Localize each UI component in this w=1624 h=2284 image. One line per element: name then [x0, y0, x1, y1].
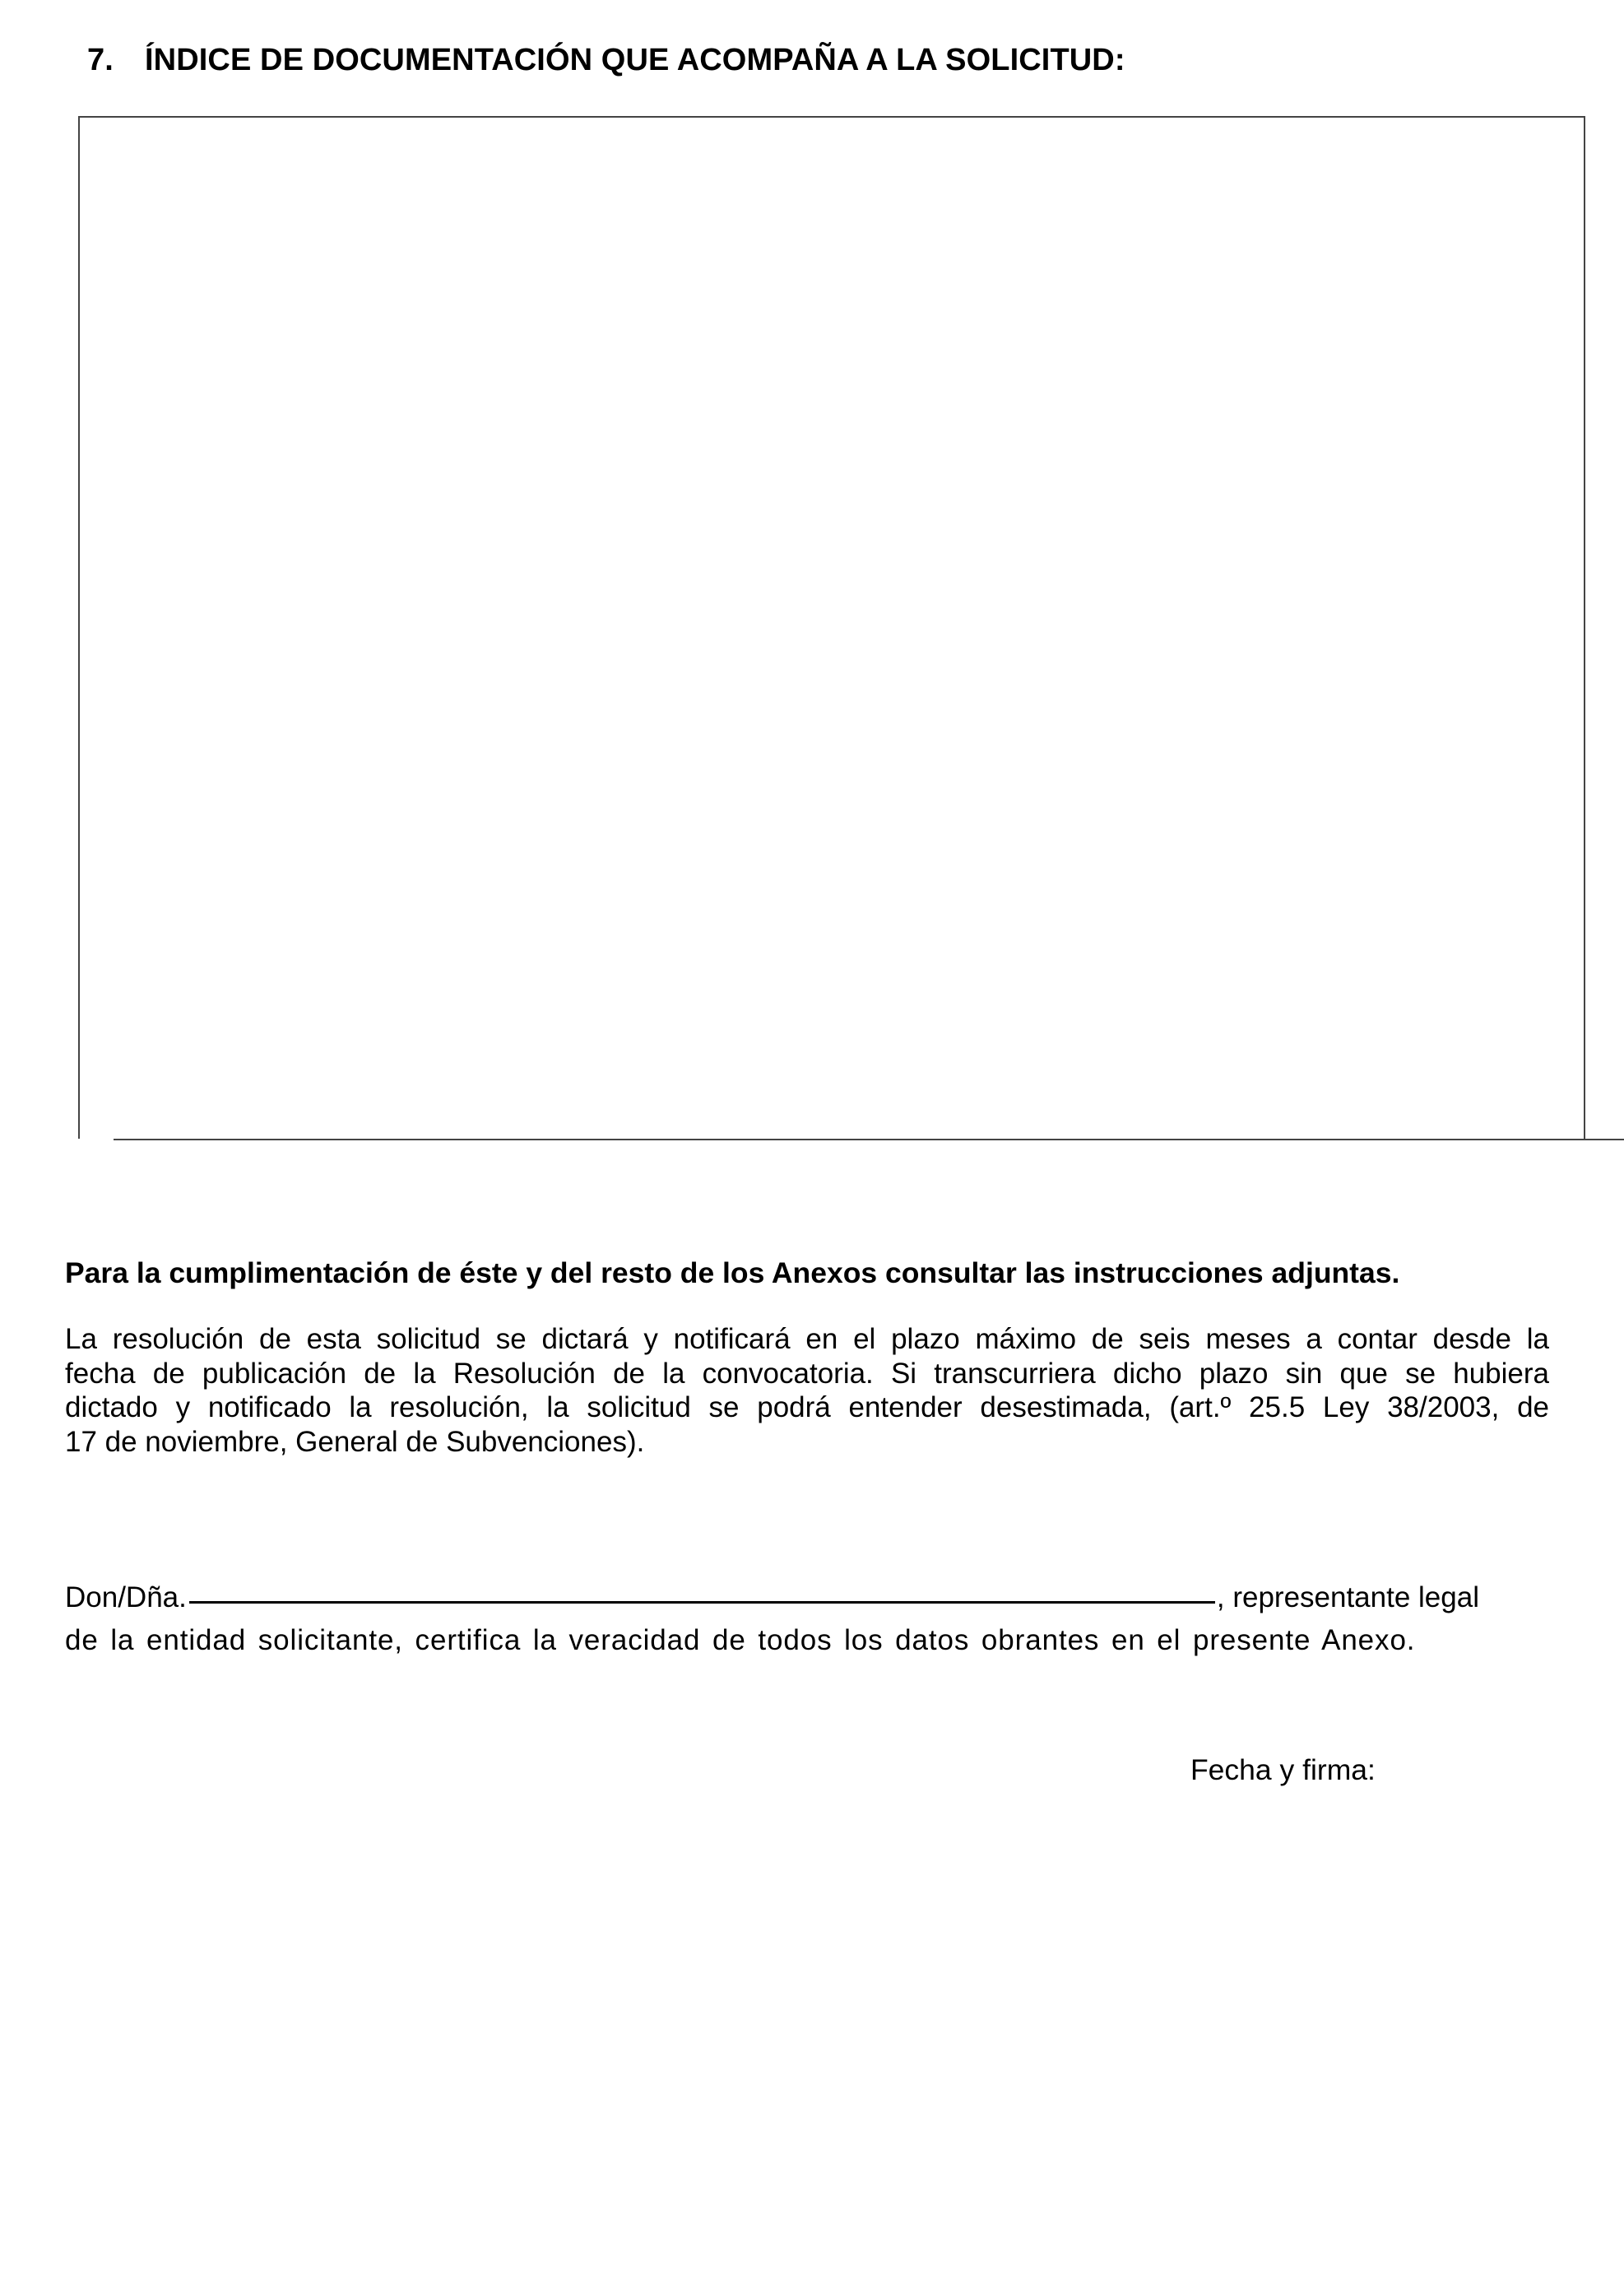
- resolution-line-1: La resolución de esta solicitud se dictará y notificará en el plazo máximo de seis meses a contar desde la: [65, 1323, 1549, 1355]
- certification-prefix: Don/Dña.: [65, 1581, 187, 1613]
- section-title: ÍNDICE DE DOCUMENTACIÓN QUE ACOMPAÑA A LA SOLICITUD:: [145, 43, 1125, 77]
- certification-line-1: [65, 1581, 1521, 1614]
- section-heading: [87, 43, 1125, 78]
- resolution-line-2: fecha de publicación de la Resolución de la convocatoria. Si transcurriera dicho plazo sin que se hubiera: [65, 1357, 1549, 1390]
- resolution-paragraph: [65, 1322, 1549, 1459]
- section-number: 7.: [87, 43, 114, 77]
- representative-name-field[interactable]: [189, 1601, 1215, 1604]
- resolution-line-3: dictado y notificado la resolución, la solicitud se podrá entender desestimada, (art.º 25.5 Ley 38/2003, de: [65, 1391, 1549, 1423]
- documentation-index-box[interactable]: [78, 116, 1585, 1139]
- certification-suffix: , representante legal: [1216, 1581, 1479, 1613]
- date-signature-label: Fecha y firma:: [1190, 1753, 1376, 1786]
- documentation-box-bottom-rule: [114, 1139, 1624, 1140]
- certification-line-2: de la entidad solicitante, certifica la veracidad de todos los datos obrantes en el presente Anexo.: [65, 1624, 1416, 1656]
- resolution-line-4: 17 de noviembre, General de Subvenciones).: [65, 1425, 645, 1458]
- instructions-note: Para la cumplimentación de éste y del resto de los Anexos consultar las instrucciones adjuntas.: [65, 1256, 1400, 1289]
